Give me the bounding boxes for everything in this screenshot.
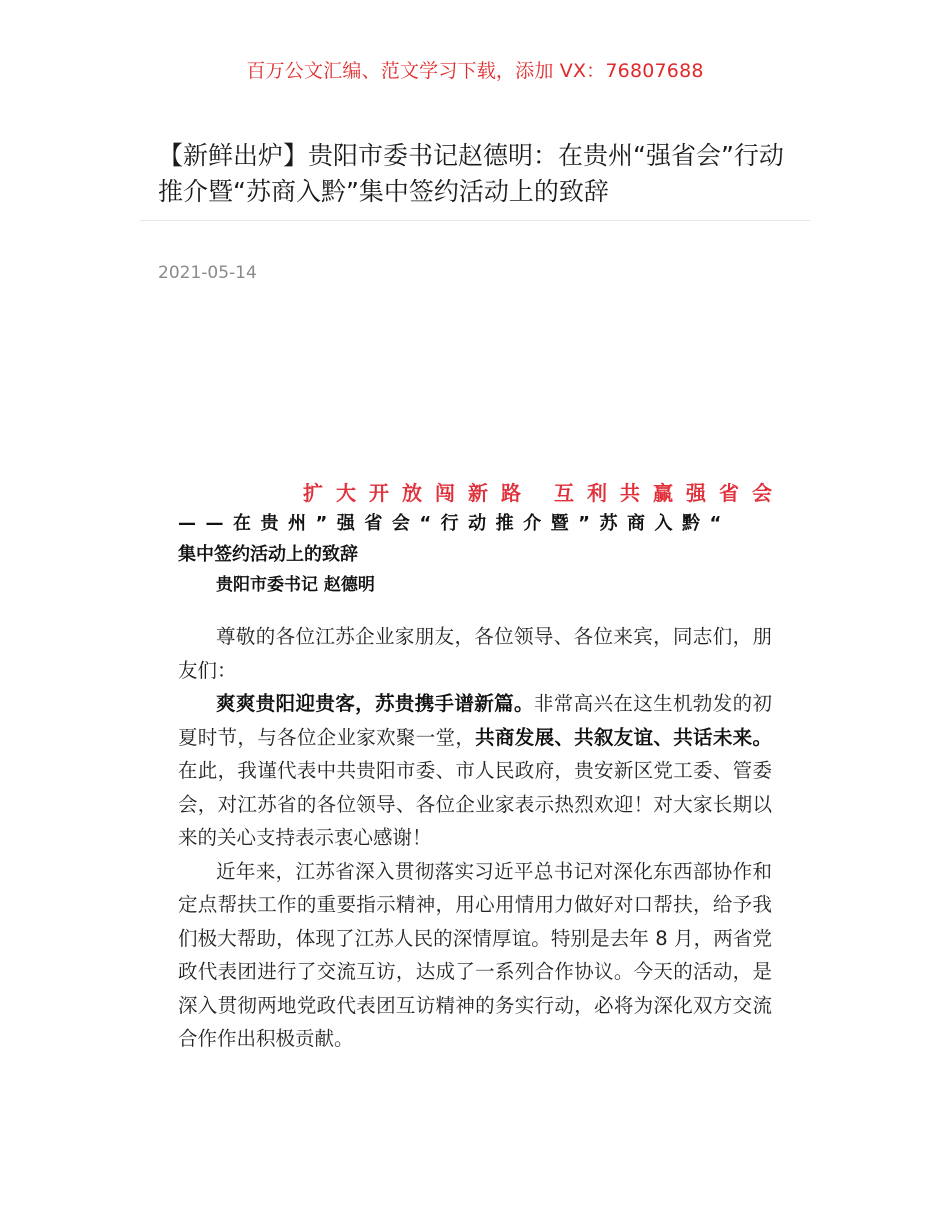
speech-subtitle-line2: 集中签约活动上的致辞 [178, 544, 358, 565]
paragraph-1-bold-mid: 共商发展、共叙友谊、共话未来。 [475, 725, 772, 749]
paragraph-1 [178, 687, 772, 855]
spacer [178, 600, 772, 620]
speech-subtitle [178, 508, 772, 570]
speech-subtitle-line1: ——在贵州”强省会“行动推介暨”苏商入黔“ [178, 513, 731, 534]
paragraph-1-bold-lead: 爽爽贵阳迎贵客，苏贵携手谱新篇。 [216, 692, 534, 715]
speech-title: 扩大开放闯新路 互利共赢强省会 [303, 481, 785, 505]
paragraph-1-text-a: 非常高兴在这生机勃发的初夏时节，与各位企业家欢聚一堂， [178, 692, 772, 749]
article-body [178, 478, 785, 1056]
publish-date: 2021-05-14 [158, 263, 257, 283]
title-divider [140, 220, 810, 221]
article-title: 【新鲜出炉】贵阳市委书记赵德明：在贵州“强省会”行动推介暨“苏商入黔”集中签约活动上的致辞 [158, 141, 784, 206]
speech-author: 贵阳市委书记 赵德明 [216, 575, 375, 595]
salutation-paragraph: 尊敬的各位江苏企业家朋友，各位领导、各位来宾，同志们，朋友们： [178, 625, 772, 682]
paragraph-1-text-b: 在此，我谨代表中共贵阳市委、市人民政府，贵安新区党工委、管委会，对江苏省的各位领导、各位企业家表示热烈欢迎！对大家长期以来的关心支持表示衷心感谢！ [178, 759, 772, 849]
paragraph-2: 近年来，江苏省深入贯彻落实习近平总书记对深化东西部协作和定点帮扶工作的重要指示精神，用心用情用力做好对口帮扶，给予我们极大帮助，体现了江苏人民的深情厚谊。特别是去年 8 月，两省党政代表团进行了交流互访，达成了一系列合作协议。今天的活动，是深入贯彻两地党政代表团互访精神的务实行动，必将为深化双方交流合作作出积极贡献。 [178, 859, 772, 1050]
promo-banner: 百万公文汇编、范文学习下载，添加 VX：76807688 [246, 60, 704, 82]
